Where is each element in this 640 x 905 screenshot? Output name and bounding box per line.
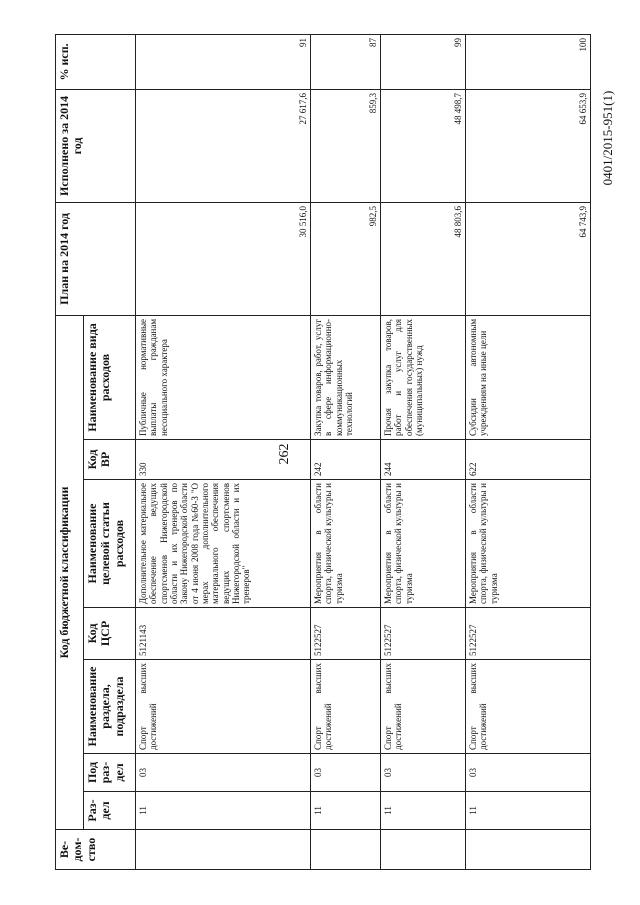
header-csr: Код ЦСР [84, 608, 136, 660]
cell-plan: 982,5 [311, 202, 381, 315]
header-budget-classification: Код бюджетной классификации [56, 315, 84, 829]
header-percent: % исп. [56, 34, 136, 89]
cell-csr-name: Дополнительное материальное обеспечение ведущих спортсменов Нижегородской области и их тренеров по Закону Нижегородской области от 4 июня 2008 года №60-З "О мерах дополнительного материального обеспечения ведущих спортсменов Нижегородской области и их тренеров" [136, 480, 311, 608]
cell-razdel: 11 [136, 792, 311, 830]
document-code: 0401/2015-951(1) [600, 90, 615, 186]
header-vr-name: Наименование вида расходов [84, 315, 136, 439]
cell-vedomstvo [466, 830, 591, 870]
cell-vedomstvo [381, 830, 466, 870]
cell-vr: 330 [136, 440, 311, 480]
cell-vr-name: Закупка товаров, работ, услуг в сфере информационно-коммуникационных технологий [311, 315, 381, 439]
cell-vr: 622 [466, 440, 591, 480]
cell-razdel-name: Спорт высших достижений [136, 660, 311, 754]
cell-vr-name: Субсидии автономным учреждениям на иные цели [466, 315, 591, 439]
cell-percent: 100 [466, 34, 591, 89]
cell-plan: 30 516,0 [136, 202, 311, 315]
cell-csr: 5121143 [136, 608, 311, 660]
cell-podrazdel: 03 [466, 754, 591, 792]
cell-csr-name: Мероприятия в области спорта, физической культуры и туризма [381, 480, 466, 608]
table-row [381, 34, 466, 869]
cell-csr: 5122527 [466, 608, 591, 660]
cell-razdel: 11 [381, 792, 466, 830]
cell-percent: 91 [136, 34, 311, 89]
cell-fact: 64 653,9 [466, 89, 591, 202]
header-csr-name: Наименование целевой статьи расходов [84, 480, 136, 608]
header-plan: План на 2014 год [56, 202, 136, 315]
cell-razdel-name: Спорт высших достижений [381, 660, 466, 754]
budget-table [55, 34, 591, 870]
header-vr: Код ВР [84, 440, 136, 480]
cell-fact: 48 498,7 [381, 89, 466, 202]
table-row [136, 34, 311, 869]
cell-razdel: 11 [466, 792, 591, 830]
cell-percent: 99 [381, 34, 466, 89]
cell-fact: 859,3 [311, 89, 381, 202]
cell-csr-name: Мероприятия в области спорта, физической культуры и туризма [466, 480, 591, 608]
cell-vr: 242 [311, 440, 381, 480]
page-number: 262 [277, 443, 292, 465]
cell-vr-name: Прочая закупка товаров, работ и услуг для обеспечения государственных (муниципальных) нужд [381, 315, 466, 439]
cell-vr: 244 [381, 440, 466, 480]
header-razdel: Раз-дел [84, 792, 136, 830]
cell-csr: 5122527 [311, 608, 381, 660]
header-razdel-name: Наименование раздела, подраздела [84, 660, 136, 754]
rotated-table-container [55, 35, 590, 870]
cell-vedomstvo [136, 830, 311, 870]
cell-vedomstvo [311, 830, 381, 870]
cell-razdel: 11 [311, 792, 381, 830]
cell-csr-name: Мероприятия в области спорта, физической культуры и туризма [311, 480, 381, 608]
cell-percent: 87 [311, 34, 381, 89]
cell-plan: 64 743,9 [466, 202, 591, 315]
header-group-row [56, 34, 84, 869]
table-row [311, 34, 381, 869]
cell-razdel-name: Спорт высших достижений [311, 660, 381, 754]
cell-podrazdel: 03 [381, 754, 466, 792]
cell-razdel-name: Спорт высших достижений [466, 660, 591, 754]
header-vedomstvo: Ве-дом-ство [56, 830, 136, 870]
table-row [466, 34, 591, 869]
header-fact: Исполнено за 2014 год [56, 89, 136, 202]
cell-vr-name: Публичные нормативные выплаты гражданам несоциального характера [136, 315, 311, 439]
header-podrazdel: Под раз-дел [84, 754, 136, 792]
cell-csr: 5122527 [381, 608, 466, 660]
cell-plan: 48 803,6 [381, 202, 466, 315]
cell-podrazdel: 03 [136, 754, 311, 792]
cell-podrazdel: 03 [311, 754, 381, 792]
cell-fact: 27 617,6 [136, 89, 311, 202]
